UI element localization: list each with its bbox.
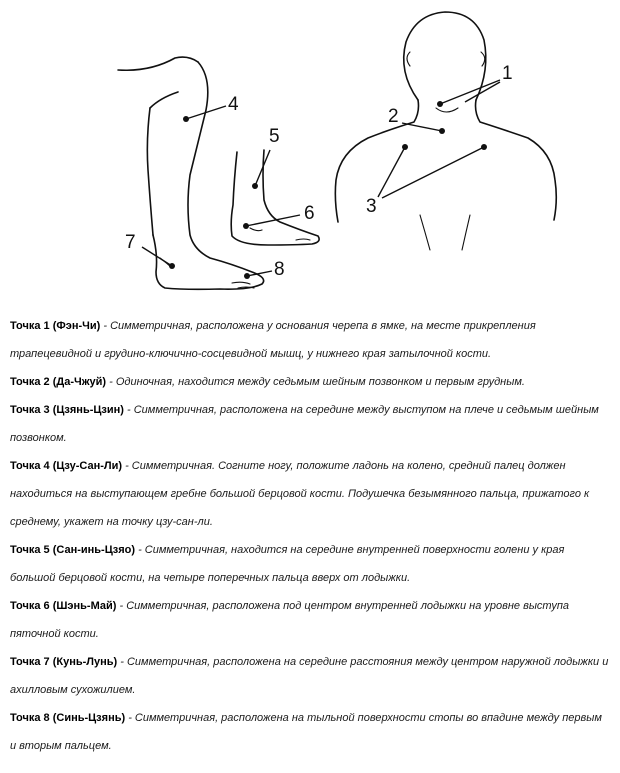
point-6-title: Точка 6 (Шэнь-Май)	[10, 600, 117, 612]
point-3-text: - Симметричная, расположена на середине между выступом на плече и седьмым шейным позвонком.	[10, 404, 599, 444]
point-7-marker	[125, 232, 175, 269]
point-3-marker	[366, 144, 487, 217]
point-2-marker	[388, 106, 445, 134]
point-5-description	[10, 536, 610, 592]
point-1-title: Точка 1 (Фэн-Чи)	[10, 320, 101, 332]
bent-leg-drawing	[118, 57, 264, 289]
point-7-description	[10, 648, 610, 704]
point-8-marker	[244, 259, 285, 280]
point-7-text: - Симметричная, расположена на середине расстояния между центром наружной лодыжки и ахилловым сухожилием.	[10, 656, 609, 696]
point-6-text: - Симметричная, расположена под центром внутренней лодыжки на уровне выступа пяточной кости.	[10, 600, 570, 640]
point-4-title: Точка 4 (Цзу-Сан-Ли)	[10, 460, 123, 472]
point-2-text: - Одиночная, находится между седьмым шейным позвонком и первым грудным.	[106, 376, 525, 388]
point-5-text: - Симметричная, находится на середине внутренней поверхности голени у края большой берцовой кости, на четыре поперечных пальца вверх от лодыжки.	[10, 544, 565, 584]
label-point-4: 4	[228, 94, 239, 115]
point-7-title: Точка 7 (Кунь-Лунь)	[10, 656, 118, 668]
point-1-description	[10, 312, 610, 368]
point-8-text: - Симметричная, расположена на тыльной поверхности стопы во впадине между первым и вторым пальцем.	[10, 712, 602, 752]
point-4-text: - Симметричная. Согните ногу, положите ладонь на колено, средний палец должен находиться на выступающем гребне большой берцовой кости. Подушечка безымянного пальца, прижатого к среднему, укажет на точку цзу-сан-ли.	[10, 460, 590, 528]
point-descriptions-list	[10, 312, 610, 760]
point-8-title: Точка 8 (Синь-Цзянь)	[10, 712, 126, 724]
point-5-title: Точка 5 (Сан-инь-Цзяо)	[10, 544, 136, 556]
label-point-8: 8	[274, 259, 285, 280]
label-point-3: 3	[366, 196, 377, 217]
point-2-description	[10, 368, 610, 396]
foot-drawing	[231, 150, 319, 245]
point-6-marker	[243, 203, 315, 229]
label-point-6: 6	[304, 203, 315, 224]
point-6-description	[10, 592, 610, 648]
point-2-title: Точка 2 (Да-Чжуй)	[10, 376, 107, 388]
point-5-marker	[252, 126, 280, 189]
label-point-5: 5	[269, 126, 280, 147]
point-4-marker	[183, 94, 239, 122]
point-8-description	[10, 704, 610, 760]
label-point-7: 7	[125, 232, 136, 253]
label-point-1: 1	[502, 63, 513, 84]
acupressure-points-illustration	[0, 0, 620, 305]
point-3-title: Точка 3 (Цзянь-Цзин)	[10, 404, 124, 416]
point-4-description	[10, 452, 610, 536]
point-1-text: - Симметричная, расположена у основания черепа в ямке, на месте прикрепления трапецевидной и грудино-ключично-сосцевидной мышц, у нижнего края затылочной кости.	[10, 320, 536, 360]
point-3-description	[10, 396, 610, 452]
point-1-marker	[437, 63, 513, 107]
label-point-2: 2	[388, 106, 399, 127]
